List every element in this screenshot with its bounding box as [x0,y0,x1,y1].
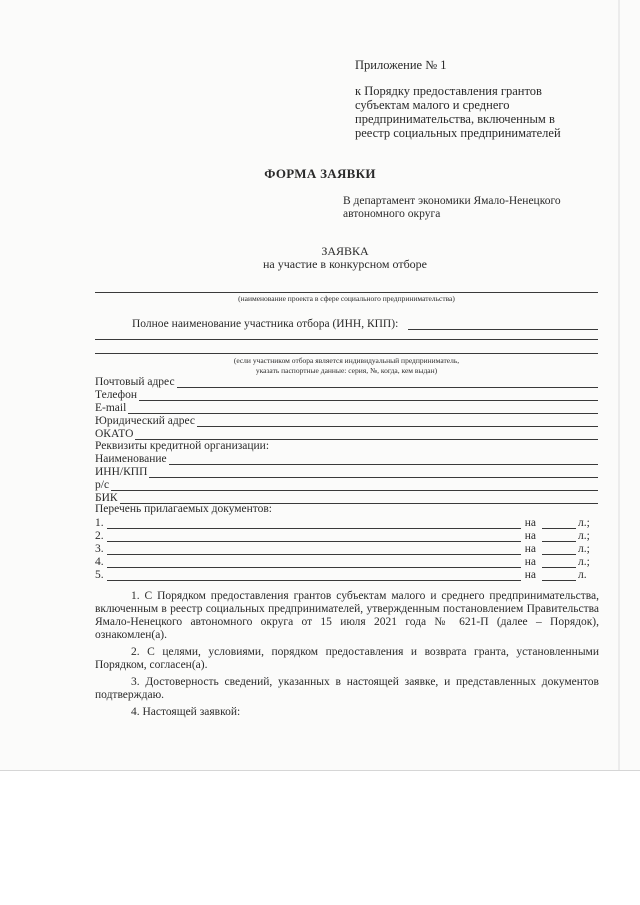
document-pages-line[interactable] [542,569,576,581]
appendix-block [355,58,615,140]
document-row [95,543,598,556]
field-label: Наименование [95,453,167,465]
documents-heading: Перечень прилагаемых документов: [95,503,273,515]
document-pages-unit: л.; [578,556,590,568]
document-number: 2. [95,530,104,542]
document-na: на [524,517,536,529]
email-input-line[interactable] [128,402,598,414]
consent-paragraphs [95,590,599,723]
document-name-line[interactable] [107,517,521,529]
field-label: Почтовый адрес [95,376,175,388]
participant-line-3[interactable] [95,353,598,354]
field-label: ОКАТО [95,428,134,440]
document-pages-line[interactable] [542,543,576,555]
bank-name-row [95,453,598,466]
field-label: E-mail [95,402,127,414]
bank-inn-row [95,466,598,479]
addressee-line: автономного округа [343,208,441,220]
document-name-line[interactable] [107,543,521,555]
document-row [95,530,598,543]
field-label: р/с [95,479,110,491]
bank-heading: Реквизиты кредитной организации: [95,440,270,452]
addressee-line: В департамент экономики Ямало-Ненецкого [343,195,561,207]
document-pages-unit: л.; [578,517,590,529]
document-na: на [524,530,536,542]
document-row [95,569,598,582]
paragraph: 1. С Порядком предоставления грантов субъектам малого и среднего предпринимательства, включенным в реестр социальных предпринимателей, утвержденным постановлением Правительства Ямало-Ненецкого автономного округа от 15 июля 2021 года № 621-П (далее – Порядок), ознакомлен(а). [95,590,599,641]
field-label: ИНН/КПП [95,466,148,478]
project-name-caption: (наименование проекта в сфере социального предпринимательства) [238,294,455,303]
document-na: на [524,556,536,568]
document-pages-unit: л.; [578,543,590,555]
paragraph: 3. Достоверность сведений, указанных в настоящей заявке, и представленных документов подтверждаю. [95,676,599,701]
phone-input-line[interactable] [139,389,598,401]
page-edge [618,0,620,770]
legal-address-input-line[interactable] [197,415,598,427]
postal-address-input-line[interactable] [177,376,598,388]
field-label: Юридический адрес [95,415,195,427]
participant-row [132,318,598,331]
paragraph: 2. С целями, условиями, порядком предоставления и возврата гранта, установленными Порядком, согласен(а). [95,646,599,671]
appendix-line: предпринимательства, включенным в [355,112,555,126]
caption-line: указать паспортные данные: серия, №, когда, кем выдан) [255,366,438,375]
legal-address-row [95,415,598,428]
document-name-line[interactable] [107,530,521,542]
appendix-line: субъектам малого и среднего [355,98,510,112]
document-name-line[interactable] [107,569,521,581]
appendix-line: реестр социальных предпринимателей [355,126,561,140]
application-subtitle: на участие в конкурсном отборе [262,257,428,271]
participant-line-2[interactable] [95,339,598,340]
document-number: 3. [95,543,104,555]
form-title: ФОРМА ЗАЯВКИ [264,166,376,181]
addressee-block [343,195,603,221]
postal-address-row [95,376,598,389]
document-pages-line[interactable] [542,517,576,529]
paragraph: 4. Настоящей заявкой: [131,706,241,718]
application-heading [0,245,640,271]
bank-account-input-line[interactable] [111,479,598,491]
document-row [95,556,598,569]
email-row [95,402,598,415]
application-title: ЗАЯВКА [321,244,369,258]
bank-inn-input-line[interactable] [149,466,598,478]
appendix-line: к Порядку предоставления грантов [355,84,542,98]
field-label: БИК [95,492,118,504]
document-pages-line[interactable] [542,530,576,542]
document-number: 5. [95,569,104,581]
bank-name-input-line[interactable] [169,453,598,465]
document-pages-line[interactable] [542,556,576,568]
participant-input-line[interactable] [408,318,598,330]
document-number: 1. [95,517,104,529]
document-na: на [524,569,536,581]
document-row [95,517,598,530]
document-number: 4. [95,556,104,568]
bank-account-row [95,479,598,492]
entrepreneur-caption [95,356,598,376]
field-label: Телефон [95,389,138,401]
document-pages-unit: л.; [578,530,590,542]
okato-input-line[interactable] [135,428,598,440]
document-pages-unit: л. [578,569,587,581]
caption-line: (если участником отбора является индивидуальный предприниматель, [233,356,460,365]
appendix-title: Приложение № 1 [355,58,447,72]
participant-label: Полное наименование участника отбора (ИНН, КПП): [132,318,399,330]
phone-row [95,389,598,402]
project-name-line[interactable] [95,292,598,293]
document-name-line[interactable] [107,556,521,568]
document-na: на [524,543,536,555]
